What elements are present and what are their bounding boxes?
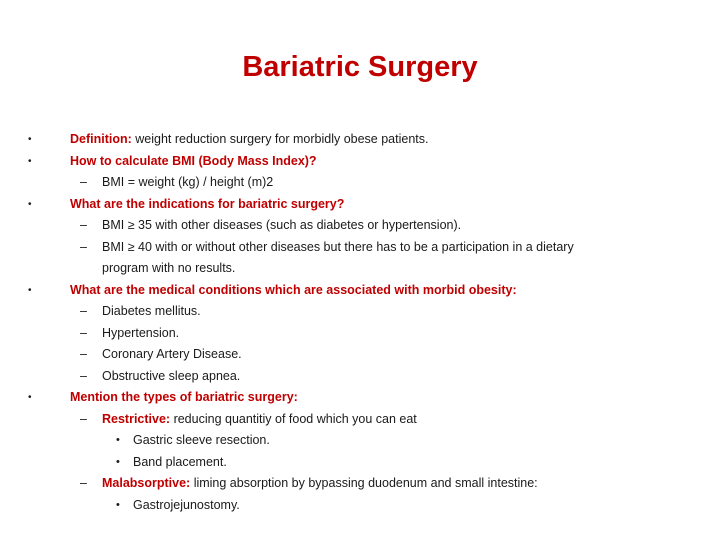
dash-icon: –: [80, 411, 87, 426]
sub-item-condition: [0, 323, 720, 345]
indications-question: What are the indications for bariatric surgery?: [70, 196, 345, 211]
example-text: Gastrojejunostomy.: [133, 497, 240, 512]
conditions-question: What are the medical conditions which are associated with morbid obesity:: [70, 282, 517, 297]
condition-text: Hypertension.: [102, 325, 180, 340]
sub-item-malabsorptive: [0, 473, 720, 495]
malabsorptive-label: Malabsorptive:: [102, 476, 191, 490]
example-text: Band placement.: [133, 454, 227, 469]
bmi-formula: BMI = weight (kg) / height (m)2: [102, 175, 274, 189]
restrictive-line: [102, 409, 417, 431]
condition-text: Obstructive sleep apnea.: [102, 368, 241, 383]
condition-text: Diabetes mellitus.: [102, 304, 201, 318]
restrictive-label: Restrictive:: [102, 411, 171, 426]
sub-item-condition: [0, 301, 720, 323]
list-item-bmi: [0, 151, 720, 173]
bullet-icon: •: [28, 392, 32, 403]
sub-item-restrictive: [0, 409, 720, 431]
bullet-icon: •: [116, 434, 120, 446]
types-question: Mention the types of bariatric surgery:: [70, 390, 298, 404]
bullet-icon: •: [116, 455, 120, 468]
condition-text: Coronary Artery Disease.: [102, 347, 242, 361]
sub-sub-item-example: [0, 495, 720, 517]
list-item-conditions: [0, 280, 720, 302]
bmi-question: How to calculate BMI (Body Mass Index)?: [70, 153, 317, 168]
dash-icon: –: [80, 239, 87, 254]
bullet-icon: •: [28, 198, 32, 210]
malabsorptive-line: [102, 473, 538, 495]
dash-icon: –: [80, 218, 87, 232]
indication-text: BMI ≥ 40 with or without other diseases but there has to be a participation in a dietary: [102, 239, 574, 254]
sub-sub-item-example: [0, 452, 720, 474]
slide-body: [0, 129, 720, 516]
bullet-icon: •: [28, 155, 32, 167]
dash-icon: –: [80, 368, 87, 383]
indication-text-continued: program with no results.: [102, 261, 236, 275]
sub-item-indication-continued: [0, 258, 720, 280]
bullet-icon: •: [28, 284, 32, 296]
dash-icon: –: [80, 175, 87, 189]
sub-item-condition: [0, 344, 720, 366]
sub-item-indication: [0, 237, 720, 259]
malabsorptive-text: liming absorption by bypassing duodenum and small intestine:: [190, 476, 538, 490]
example-text: Gastric sleeve resection.: [133, 433, 270, 447]
indication-text: BMI ≥ 35 with other diseases (such as diabetes or hypertension).: [102, 218, 462, 232]
list-item-indications: [0, 194, 720, 216]
list-item-definition: [0, 129, 720, 151]
slide-title: Bariatric Surgery: [242, 51, 478, 83]
restrictive-text: reducing quantitiy of food which you can eat: [170, 411, 417, 426]
dash-icon: –: [80, 304, 87, 318]
sub-item-indication: [0, 215, 720, 237]
list-item-types: [0, 387, 720, 409]
sub-sub-item-example: [0, 430, 720, 452]
bullet-icon: •: [28, 134, 32, 145]
definition-text: weight reduction surgery for morbidly obese patients.: [131, 132, 429, 146]
dash-icon: –: [80, 476, 87, 490]
dash-icon: –: [80, 347, 87, 361]
bullet-icon: •: [116, 498, 120, 511]
definition-line: [70, 129, 428, 151]
sub-item-bmi-formula: [0, 172, 720, 194]
definition-label: Definition:: [70, 132, 132, 146]
sub-item-condition: [0, 366, 720, 388]
dash-icon: –: [80, 325, 87, 340]
